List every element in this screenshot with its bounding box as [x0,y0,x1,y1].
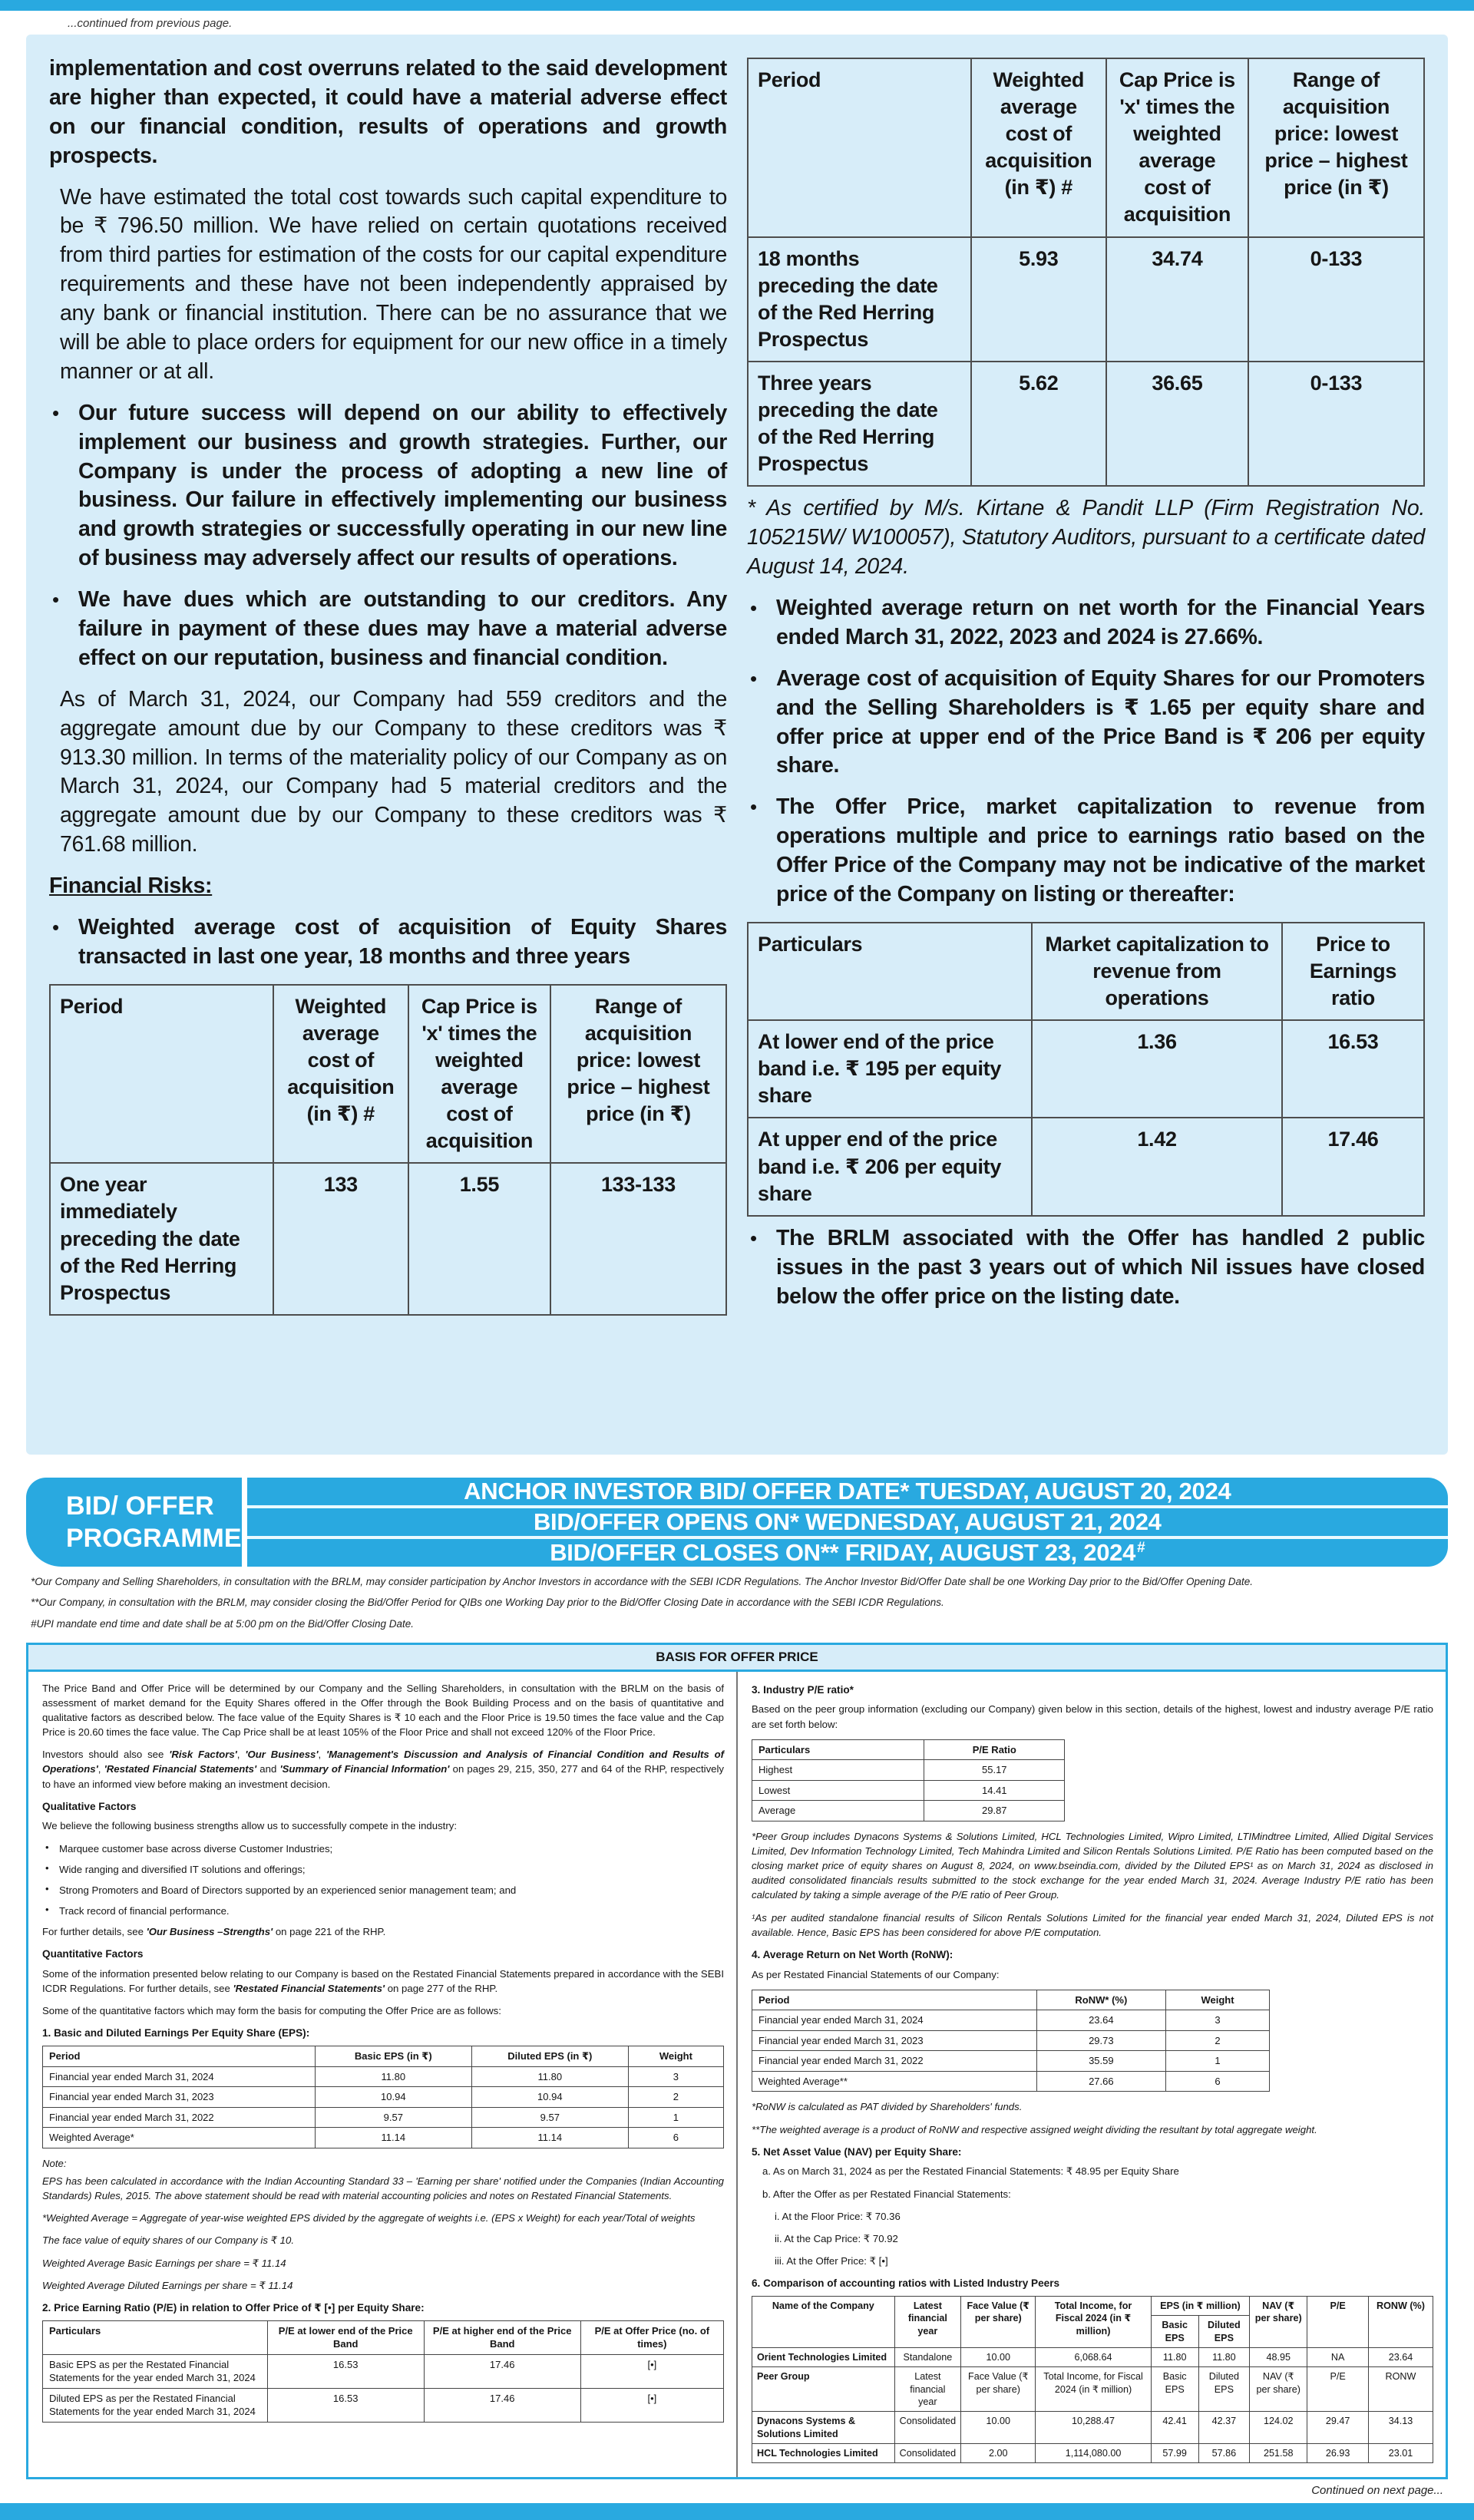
cell: 57.99 [1151,2444,1198,2463]
header-cell: Price to Earnings ratio [1282,923,1424,1020]
peer-group-note-2: ¹As per audited standalone financial results of Silicon Rentals Solutions Limited for the financial year ended March 31, 2024, Diluted EPS is not available. Hence, Basic EPS has been considered for above P/E computation. [752,1911,1433,1938]
peer-comparison-table [752,2296,1433,2464]
header-cell: P/E [1307,2296,1369,2347]
header-cell: Particulars [752,1739,924,1760]
eps-note: The face value of equity shares of our Company is ₹ 10. [42,2234,294,2247]
cell: Financial year ended March 31, 2022 [43,2107,316,2128]
row [748,362,1424,486]
header-cell: P/E at lower end of the Price Band [267,2320,424,2354]
cell: 10.94 [315,2087,471,2108]
row [43,2354,724,2388]
header-cell: Period [748,58,971,237]
risk-right-column [747,54,1425,1432]
offer-price-bullet: • The Offer Price, market capitalization to revenue from operations multiple and price to earnings ratio based on the Offer Price of the Company may not be indicative of the market price of the Company on listing or thereafter: [747,793,1425,910]
cell: One year immediately preceding the date of the Red Herring Prospectus [50,1163,273,1314]
strength-bullet: • Marquee customer base across diverse Customer Industries; [42,1841,724,1856]
avg-cost-bullet: • Average cost of acquisition of Equity Shares for our Promoters and the Selling Shareholders is ₹ 1.65 per equity share and offer price at upper end of the Price Band is ₹ 206 per equity share. [747,665,1425,781]
cell: 6 [1166,2071,1270,2092]
row [752,2010,1270,2031]
peer-comparison-heading: 6. Comparison of accounting ratios with Listed Industry Peers [752,2277,1060,2290]
header-cell: Particulars [748,923,1032,1020]
row [50,985,726,1164]
row [752,1739,1065,1760]
cell: 9.57 [471,2107,628,2128]
eps-note: Weighted Average Diluted Earnings per share = ₹ 11.14 [42,2279,293,2291]
footnote-qib: **Our Company, in consultation with the BRLM, may consider closing the Bid/Offer Period for QIBs one Working Day prior to the Bid/Offer Closing Date in accordance with the SEBI ICDR Regulations. [31,1597,944,1609]
cell: Financial year ended March 31, 2023 [752,2030,1037,2051]
eps-heading: 1. Basic and Diluted Earnings Per Equity Share (EPS): [42,2027,310,2039]
cell: 0-133 [1248,362,1424,486]
financial-risks-heading: Financial Risks: [49,874,213,899]
cell: Latest financial year [894,2367,961,2412]
row [43,2046,724,2067]
anchor-investor-date: ANCHOR INVESTOR BID/ OFFER DATE* TUESDAY, AUGUST 20, 2024 [464,1478,1231,1504]
creditors-paragraph: As of March 31, 2024, our Company had 559 creditors and the aggregate amount due by our Company to these creditors was ₹ 913.30 million. In terms of the materiality policy of our Company as on March 31, 2024, our Company had 5 material creditors and the aggregate amount due by our Company to these creditors was ₹ 761.68 million. [60,686,727,857]
cell: Standalone [894,2347,961,2366]
cell: [•] [580,2388,723,2422]
cell: 5.62 [971,362,1106,486]
nav-item-b-iii: iii. At the Offer Price: ₹ [•] [775,2255,888,2267]
basis-right-column [738,1672,1446,2478]
header-cell: Cap Price is 'x' times the weighted average cost of acquisition [408,985,550,1164]
risk-bullet-growth: • Our future success will depend on our ability to effectively implement our business and growth strategies. Further, our Company is under the process of adopting a new line of business. Our failure in effectively implementing our business and growth strategies or successfully operating in our new line of business may adversely affect our results of operations. [49,399,727,573]
ronw-table [752,1990,1270,2092]
cell: 6 [628,2128,723,2148]
row [752,2347,1433,2366]
cell: 2.00 [961,2444,1036,2463]
industry-pe-heading: 3. Industry P/E ratio* [752,1683,854,1696]
bid-offer-dates [247,1478,1448,1567]
header-cell: Market capitalization to revenue from operations [1032,923,1282,1020]
header-cell: Period [50,985,273,1164]
risk-left-column [49,54,727,1432]
cell: 1 [1166,2051,1270,2072]
risk-factors-panel [26,35,1448,1455]
market-cap-pe-table [747,922,1425,1217]
row [43,2087,724,2108]
footnote-upi: #UPI mandate end time and date shall be at 5:00 pm on the Bid/Offer Closing Date. [31,1617,415,1630]
row [748,1118,1424,1215]
cell: 42.41 [1151,2412,1198,2444]
header-cell: Weighted average cost of acquisition (in ₹) # [273,985,408,1164]
header-cell: Basic EPS [1151,2316,1198,2348]
bullet-icon: • [52,401,60,424]
cell: 16.53 [267,2388,424,2422]
cell: 23.64 [1368,2347,1433,2366]
row [43,2066,724,2087]
bullet-icon: • [750,666,758,690]
cell: 133 [273,1163,408,1314]
header-cell: Basic EPS (in ₹) [315,2046,471,2067]
cell: Dynacons Systems & Solutions Limited [752,2412,895,2444]
header-cell: Weighted average cost of acquisition (in ₹) # [971,58,1106,237]
cell: 29.47 [1307,2412,1369,2444]
row [43,2128,724,2148]
cell: At lower end of the price band i.e. ₹ 195 per equity share [748,1020,1032,1118]
nav-item-b: b. After the Offer as per Restated Financial Statements: [762,2188,1011,2200]
cell: Consolidated [894,2444,961,2463]
industry-pe-table [752,1739,1065,1821]
banner-footnotes [31,1574,1443,1632]
cell: Total Income, for Fiscal 2024 (in ₹ million) [1036,2367,1151,2412]
risk-bullet-wacc: • Weighted average cost of acquisition of Equity Shares transacted in last one year, 18 months and three years [49,913,727,972]
header-cell: EPS (in ₹ million) [1151,2296,1249,2315]
cell: 251.58 [1250,2444,1307,2463]
header-cell: Weight [628,2046,723,2067]
risk-paragraph-continuation: implementation and cost overruns related to the said development are higher than expected, it could have a material adverse effect on our financial condition, results of operations and growth prospects. [49,56,727,168]
bullet-icon: • [45,1861,49,1874]
header-cell: Diluted EPS (in ₹) [471,2046,628,2067]
row [748,237,1424,362]
header-cell: P/E at Offer Price (no. of times) [580,2320,723,2354]
cell: 17.46 [424,2388,580,2422]
row [752,1780,1065,1801]
investors-see-paragraph: Investors should also see 'Risk Factors', 'Our Business', 'Management's Discussion and Analysis of Financial Condition and Results of Operations', 'Restated Financial Statements' and 'Summary of Financial Information' on pages 29, 215, 350, 277 and 64 of the RHP, respectively to have an informed view before making an investment decision. [42,1749,725,1790]
quantitative-factors-heading: Quantitative Factors [42,1948,144,1960]
cell: 26.93 [1307,2444,1369,2463]
header-cell: Diluted EPS [1198,2316,1249,2348]
bullet-icon: • [52,588,60,612]
row [50,1163,726,1314]
cell: 23.64 [1036,2010,1165,2031]
cell: 6,068.64 [1036,2347,1151,2366]
ronw-intro: As per Restated Financial Statements of our Company: [752,1968,1000,1980]
row [752,2444,1433,2463]
cell: 11.80 [1198,2347,1249,2366]
cell: 9.57 [315,2107,471,2128]
bullet-icon: • [750,596,758,619]
acquisition-cost-table-periods [747,58,1425,487]
price-band-paragraph: The Price Band and Offer Price will be determined by our Company and the Selling Shareholders, in consultation with the BRLM on the basis of assessment of market demand for the Equity Shares offered in the Offer through the Book Building Process and on the basis of quantitative and qualitative factors as described below. The face value of the Equity Shares is ₹ 10 each and the Floor Price is 19.50 times the face value and the Cap Price is 20.60 times the face value. The Cap Price shall be at least 105% of the Floor Price and shall not exceed 120% of the Floor Price. [42,1682,724,1739]
strength-bullet: • Wide ranging and diversified IT solutions and offerings; [42,1862,724,1877]
cell: 57.86 [1198,2444,1249,2463]
cell: Diluted EPS as per the Restated Financial Statements for the year ended March 31, 2024 [43,2388,268,2422]
cell: Diluted EPS [1198,2367,1249,2412]
bullet-icon: • [45,1904,49,1915]
cell: 124.02 [1250,2412,1307,2444]
cell: Financial year ended March 31, 2023 [43,2087,316,2108]
ronw-note-1: *RoNW is calculated as PAT divided by Shareholders' funds. [752,2101,1023,2113]
bullet-icon: • [52,916,60,940]
quantitative-paragraph: Some of the information presented below relating to our Company is based on the Restated Financial Statements prepared in accordance with the SEBI ICDR Regulations. For further details, see 'Restated Financial Statements' on page 277 of the RHP. [42,1967,724,1995]
row [752,2412,1433,2444]
cell: 5.93 [971,237,1106,362]
nav-item-b-ii: ii. At the Cap Price: ₹ 70.92 [775,2232,898,2244]
cell: Highest [752,1760,924,1781]
cell: Weighted Average* [43,2128,316,2148]
row [43,2320,724,2354]
cell: 3 [1166,2010,1270,2031]
cell: 1 [628,2107,723,2128]
bid-offer-closes-date: BID/OFFER CLOSES ON** FRIDAY, AUGUST 23, 2024 # [247,1536,1448,1567]
cell: 10.00 [961,2347,1036,2366]
cell: NAV (₹ per share) [1250,2367,1307,2412]
industry-pe-intro: Based on the peer group information (excluding our Company) given below in this section, details of the highest, lowest and industry average P/E ratio are set forth below: [752,1703,1433,1730]
header-cell: Particulars [43,2320,268,2354]
nav-item-b-i: i. At the Floor Price: ₹ 70.36 [775,2210,901,2222]
header-cell: Period [43,2046,316,2067]
header-cell: RONW (%) [1368,2296,1433,2347]
cell: 34.13 [1368,2412,1433,2444]
continued-on-next-page-note: Continued on next page... [1311,2484,1443,2498]
cell: 36.65 [1106,362,1248,486]
cell: Financial year ended March 31, 2022 [752,2051,1037,2072]
basis-left-column [28,1672,738,2478]
cell: Basic EPS as per the Restated Financial Statements for the year ended March 31, 2024 [43,2354,268,2388]
header-cell: Cap Price is 'x' times the weighted average cost of acquisition [1106,58,1248,237]
ronw-heading: 4. Average Return on Net Worth (RoNW): [752,1948,953,1960]
acquisition-cost-table-one-year [49,984,727,1316]
bullet-icon: • [750,795,758,819]
basis-body [28,1672,1446,2478]
cell: Average [752,1801,924,1821]
cell: 42.37 [1198,2412,1249,2444]
strength-bullet: • Strong Promoters and Board of Directors supported by an experienced senior management team; and [42,1883,724,1897]
cell: [•] [580,2354,723,2388]
cell: 48.95 [1250,2347,1307,2366]
cell: 11.14 [471,2128,628,2148]
cell: Peer Group [752,2367,895,2412]
cell: 1.36 [1032,1020,1282,1118]
cell: 14.41 [924,1780,1065,1801]
cell: 133-133 [550,1163,726,1314]
bid-offer-programme-label: BID/ OFFER PROGRAMME [26,1478,242,1567]
cell: 18 months preceding the date of the Red Herring Prospectus [748,237,971,362]
nav-heading: 5. Net Asset Value (NAV) per Equity Share: [752,2145,962,2158]
row [43,2388,724,2422]
cell: Consolidated [894,2412,961,2444]
header-cell: P/E at higher end of the Price Band [424,2320,580,2354]
cell: Financial year ended March 31, 2024 [43,2066,316,2087]
cell: 1,114,080.00 [1036,2444,1151,2463]
cell: 34.74 [1106,237,1248,362]
cell: 2 [628,2087,723,2108]
note-label: Note: [42,2157,67,2169]
qualitative-intro: We believe the following business strengths allow us to successfully compete in the industry: [42,1820,457,1832]
cell: 16.53 [267,2354,424,2388]
cell: 16.53 [1282,1020,1424,1118]
cell: 27.66 [1036,2071,1165,2092]
header-cell: P/E Ratio [924,1739,1065,1760]
header-cell: NAV (₹ per share) [1250,2296,1307,2347]
cell: 10.00 [961,2412,1036,2444]
nav-item-a: a. As on March 31, 2024 as per the Restated Financial Statements: ₹ 48.95 per Equity Share [762,2165,1179,2178]
cell: 2 [1166,2030,1270,2051]
cell: 11.14 [315,2128,471,2148]
cell: Lowest [752,1780,924,1801]
eps-note: *Weighted Average = Aggregate of year-wise weighted EPS divided by the aggregate of weights i.e. (EPS x Weight) for each year/Total of weights [42,2212,696,2224]
ronw-note-2: **The weighted average is a product of RoNW and respective assigned weight dividing the resultant by total aggregate weight. [752,2123,1317,2135]
header-cell: Range of acquisition price: lowest price – highest price (in ₹) [550,985,726,1164]
header-cell: Name of the Company [752,2296,895,2347]
header-cell: RoNW* (%) [1036,1990,1165,2010]
header-cell: Period [752,1990,1037,2010]
brlm-bullet: • The BRLM associated with the Offer has handled 2 public issues in the past 3 years out of which Nil issues have closed below the offer price on the listing date. [747,1224,1425,1312]
row [752,1990,1270,2010]
eps-note: EPS has been calculated in accordance with the Indian Accounting Standard 33 – 'Earning per share' notified under the Companies (Indian Accounting Standards) Rules, 2015. The above statement should be read with material accounting policies and notes on Restated Financial Statements. [42,2175,724,2202]
cell: 23.01 [1368,2444,1433,2463]
quantitative-paragraph-2: Some of the quantitative factors which may form the basis for computing the Offer Price are as follows: [42,2005,501,2017]
cell: RONW [1368,2367,1433,2412]
row [752,1801,1065,1821]
cell: P/E [1307,2367,1369,2412]
cell: 11.80 [471,2066,628,2087]
cell: 11.80 [315,2066,471,2087]
cell: 0-133 [1248,237,1424,362]
cell: Financial year ended March 31, 2024 [752,2010,1037,2031]
strength-bullet: • Track record of financial performance. [42,1904,724,1918]
row [752,2296,1433,2315]
cell: NA [1307,2347,1369,2366]
cell: 10,288.47 [1036,2412,1151,2444]
row [748,1020,1424,1118]
top-border-bar [0,0,1474,11]
header-cell: Latest financial year [894,2296,961,2347]
hash-superscript: # [1137,1540,1145,1556]
bid-offer-programme-banner [26,1478,1448,1567]
capex-paragraph: We have estimated the total cost towards such capital expenditure to be ₹ 796.50 million. We have relied on certain quotations received from third parties for estimation of the costs for our capital expenditure requirements and these have not been independently appraised by any bank or financial institution. There can be no assurance that we will be able to place orders for equipment for our new office in a timely manner or at all. [60,184,727,384]
cell: 17.46 [1282,1118,1424,1215]
cell: 11.80 [1151,2347,1198,2366]
header-cell: Weight [1166,1990,1270,2010]
bullet-icon: • [45,1882,49,1894]
bid-offer-opens-date: BID/OFFER OPENS ON* WEDNESDAY, AUGUST 21, 2024 [247,1505,1448,1536]
cell: 17.46 [424,2354,580,2388]
continued-from-previous-note: ...continued from previous page. [68,17,233,30]
cell: 1.42 [1032,1118,1282,1215]
row [752,2051,1270,2072]
pe-ratio-heading: 2. Price Earning Ratio (P/E) in relation to Offer Price of ₹ [•] per Equity Share: [42,2301,425,2314]
eps-table [42,2046,724,2148]
cell: Face Value (₹ per share) [961,2367,1036,2412]
bullet-icon: • [750,1226,758,1250]
cell: At upper end of the price band i.e. ₹ 206 per equity share [748,1118,1032,1215]
row [748,58,1424,237]
peer-group-note: *Peer Group includes Dynacons Systems & Solutions Limited, HCL Technologies Limited, Wipro Limited, LTIMindtree Limited, Allied Digital Services Limited, Dev Information Technology Limited, Tech Mahindra Limited and Silicon Rentals Solutions Limited. P/E Ratio has been computed based on the closing market price of equity shares on August 8, 2024, on www.bseindia.com, divided by the Diluted EPS¹ as on March 31, 2024 as disclosed in audited consolidated financials results submitted to the stock exchange for the year ended March 31, 2024. Average Industry P/E ratio has been calculated by taking a simple average of the P/E ratio of Peer Group. [752,1830,1433,1901]
basis-for-offer-price-section [26,1643,1448,2480]
basis-title: BASIS FOR OFFER PRICE [28,1645,1446,1672]
bottom-border-bar [0,2503,1474,2520]
auditor-certificate-note: * As certified by M/s. Kirtane & Pandit LLP (Firm Registration No. 105215W/ W100057), Statutory Auditors, pursuant to a certificate dated August 14, 2024. [747,496,1425,580]
cell: 3 [628,2066,723,2087]
row [752,2071,1270,2092]
cell: 10.94 [471,2087,628,2108]
cell: HCL Technologies Limited [752,2444,895,2463]
qualitative-factors-heading: Qualitative Factors [42,1800,137,1812]
cell: Weighted Average** [752,2071,1037,2092]
cell: 29.73 [1036,2030,1165,2051]
eps-note: Weighted Average Basic Earnings per share = ₹ 11.14 [42,2257,286,2269]
row [748,923,1424,1020]
header-cell: Range of acquisition price: lowest price – highest price (in ₹) [1248,58,1424,237]
further-details-line: For further details, see 'Our Business –Strengths' on page 221 of the RHP. [42,1926,386,1938]
row [752,2367,1433,2412]
row [43,2107,724,2128]
row [752,2030,1270,2051]
risk-bullet-creditors: • We have dues which are outstanding to our creditors. Any failure in payment of these dues may have a material adverse effect on our reputation, business and financial condition. [49,586,727,673]
cell: 55.17 [924,1760,1065,1781]
bullet-icon: • [45,1841,49,1853]
header-cell: Face Value (₹ per share) [961,2296,1036,2347]
header-cell: Total Income, for Fiscal 2024 (in ₹ million) [1036,2296,1151,2347]
cell: 1.55 [408,1163,550,1314]
cell: 29.87 [924,1801,1065,1821]
pe-ratio-table [42,2320,724,2423]
row [752,1760,1065,1781]
footnote-anchor: *Our Company and Selling Shareholders, in consultation with the BRLM, may consider participation by Anchor Investors in accordance with the SEBI ICDR Regulations. The Anchor Investor Bid/Offer Date shall be one Working Day prior to the Bid/Offer Opening Date. [31,1576,1254,1587]
cell: 35.59 [1036,2051,1165,2072]
ronw-bullet: • Weighted average return on net worth for the Financial Years ended March 31, 2022, 2023 and 2024 is 27.66%. [747,594,1425,652]
cell: Basic EPS [1151,2367,1198,2412]
cell: Three years preceding the date of the Red Herring Prospectus [748,362,971,486]
cell: Orient Technologies Limited [752,2347,895,2366]
